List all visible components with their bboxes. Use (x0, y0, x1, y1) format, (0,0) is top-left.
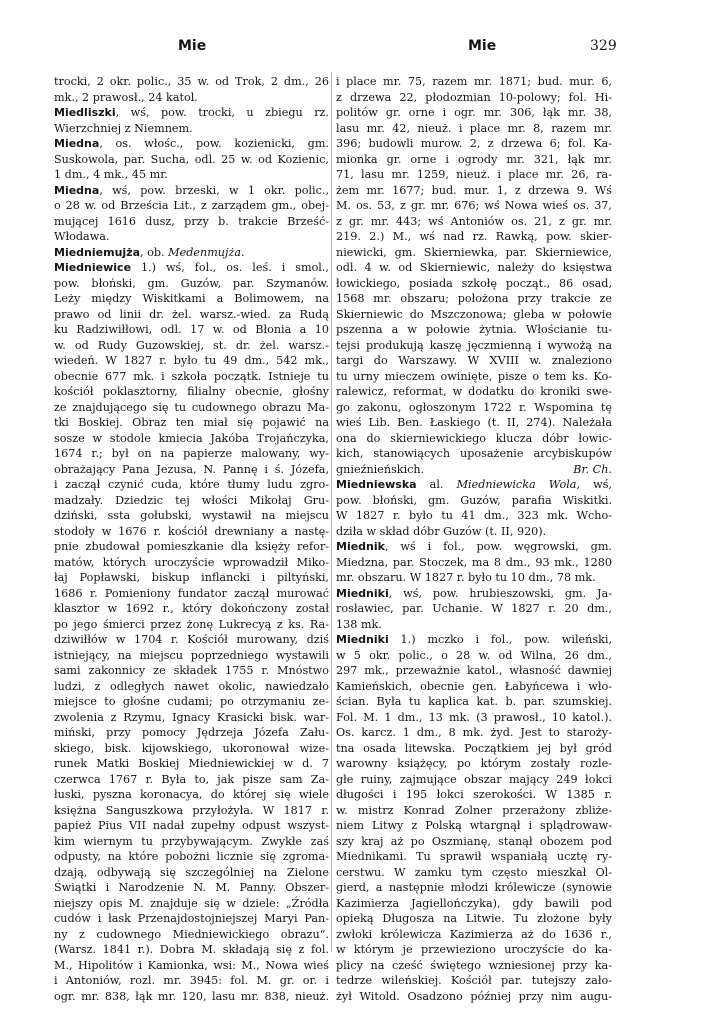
text-line (336, 570, 612, 586)
line-text: (Warsz. 1841 r.). Dobra M. składają się z fol. (54, 943, 329, 956)
line-text: ze znajdującego się tu cudownego obrazu Ma- (54, 400, 329, 414)
line-text: w. mistrz Konrad Zolner przerażony zbliże- (336, 803, 612, 817)
line-text: z drzewa 22, płodozmian 10-polowy; fol. Hi- (336, 90, 612, 104)
entry-headword: Miedniemujża (54, 245, 141, 259)
text-line (54, 276, 329, 292)
line-text: niem Litwy z Polską wtargnął i splądrowaw- (336, 819, 612, 832)
line-text: , wś, pow. brzeski, w 1 okr. polic., (99, 183, 329, 197)
line-text: mującej 1616 dusz, przy b. trakcie Brześć- (54, 214, 329, 228)
line-text: pow. błoński, gm. Guzów, par. Szymanów. (54, 276, 329, 290)
text-line (54, 462, 329, 478)
text-line (336, 787, 612, 803)
line-text: Miednikami. Tu sprawił wspaniałą ucztę ry- (336, 850, 612, 863)
line-text: trocki, 2 okr. polic., 35 w. od Trok, 2 dm., 26 (54, 75, 329, 88)
text-line (54, 756, 329, 772)
line-text: ludzi, z odległych nawet okolic, nawiedzało (54, 679, 329, 693)
line-text: lasu mr. 42, nieuż. i place mr. 8, razem mr. (336, 121, 612, 135)
line-text: Kazimierza Jagiellończyka), gdy bawili pod (336, 896, 612, 910)
line-text: opieką Długosza na Litwie. Tu złożone były (336, 912, 612, 925)
line-text: tna osada litewska. Początkiem jej był gród (336, 741, 612, 755)
entry-headword: Miedniewska (336, 478, 417, 491)
text-line (336, 710, 612, 726)
text-line (54, 865, 329, 881)
line-text: W 1827 r. było tu 41 dm., 323 mk. Wcho- (336, 509, 612, 522)
text-line (54, 384, 329, 400)
text-line (54, 818, 329, 834)
text-line (336, 865, 612, 881)
text-line (336, 896, 612, 912)
line-text: kościół poklasztorny, filialny obecnie, głośny (54, 385, 329, 398)
page-number: 329 (590, 38, 617, 54)
line-text: głe ruiny, zajmujące obszar mający 249 łokci (336, 772, 612, 786)
line-text: kich, stanowiących uposażenie arcybiskupów (336, 447, 612, 460)
line-text: sosze w stodole kmiecia Jakóba Trojańczyka, (54, 431, 329, 445)
text-line (54, 617, 329, 633)
text-line (54, 493, 329, 509)
line-text: papież Pius VII nadał zupełny odpust wszyst- (54, 819, 329, 832)
text-line (336, 803, 612, 819)
text-line (336, 198, 612, 214)
text-line (336, 462, 612, 478)
text-line (54, 741, 329, 757)
line-text: Leży między Wiskitkami a Bolimowem, na (54, 292, 329, 305)
line-text: ścian. Była tu kaplica kat. b. par. szumskiej. (336, 695, 612, 708)
line-text: targi do Warszawy. W XVIII w. znaleziono (336, 354, 612, 367)
line-text: pszenna a w połowie żytnia. Włościanie tu- (336, 323, 612, 336)
text-line (336, 927, 612, 943)
text-line (54, 942, 329, 958)
line-text: miński, przy pomocy Jędrzeja Józefa Zału- (54, 726, 329, 739)
text-line (336, 679, 612, 695)
line-text: i place mr. 75, razem mr. 1871; bud. mur. 6, (336, 75, 612, 88)
line-text: Suskowola, par. Sucha, odl. 25 w. od Kozienic, (54, 152, 329, 166)
line-text: kim wiernym tu przybywającym. Zwykłe zaś (54, 834, 329, 848)
text-line (336, 725, 612, 741)
text-line (54, 353, 329, 369)
text-line (336, 586, 612, 602)
entry-headword: Miedniki (336, 633, 389, 646)
line-text: niewicki, gm. Skierniewka, par. Skierniewice, (336, 245, 612, 259)
text-line (54, 431, 329, 447)
text-line (54, 989, 329, 1005)
line-text: , os. włośc., pow. kozienicki, gm. (99, 137, 329, 150)
text-line (336, 911, 612, 927)
line-text: łowickiego, posiada szkołę począt., 86 osad, (336, 276, 612, 290)
text-line (54, 183, 329, 199)
line-text: zwłoki królewicza Kazimierza aż do 1636 r., (336, 927, 612, 941)
text-line (54, 973, 329, 989)
text-line (54, 229, 329, 245)
line-text: politów gr. orne i ogr. mr. 306, łąk mr. 38, (336, 106, 612, 119)
line-text: obecnie 677 mk. i szkoła początk. Istnieje tu (54, 369, 329, 383)
line-text: księżna Sanguszkowa przyłożyła. W 1817 r. (54, 803, 329, 817)
line-text: ny z cudownego Miedniewickiego obrazu“. (54, 927, 329, 941)
text-line (336, 989, 612, 1005)
text-line (336, 400, 612, 416)
line-text: dzają, odbywają się szczególniej na Zielone (54, 865, 329, 879)
text-line (54, 803, 329, 819)
entry-headword: Miedliszki (54, 106, 116, 119)
line-text: pow. błoński, gm. Guzów, parafia Wiskitki. (336, 493, 612, 507)
text-line (336, 942, 612, 958)
line-text: madzały. Dziedzic tej włości Mikołaj Gru- (54, 493, 329, 507)
line-text: gnieźnieńskich. (336, 462, 425, 476)
text-line (336, 369, 612, 385)
italic-text: Miedniewicka Wola (456, 478, 577, 491)
line-text: po jego śmierci przez żonę Lukrecyą z ks. Ra- (54, 617, 329, 631)
line-text: w którym je przewieziono uroczyście do ka- (336, 943, 612, 956)
line-text: 396; budowli murow. 2, z drzewa 6; fol. Ka- (336, 137, 612, 150)
text-line (54, 477, 329, 493)
text-line (336, 648, 612, 664)
line-text: w. od Rudy Guzowskiej, st. dr. żel. warsz.- (54, 338, 329, 352)
text-line (54, 539, 329, 555)
line-text: w 5 okr. polic., o 28 w. od Wilna, 26 dm., (336, 648, 612, 662)
text-line (336, 632, 612, 648)
line-text: Miedzna, par. Stoczek, ma 8 dm., 93 mk., 1280 (336, 555, 612, 569)
line-text: 1.) mczko i fol., pow. wileński, (388, 633, 612, 646)
line-text: tejsi produkują kaszę jęczmienną i wywożą na (336, 338, 612, 352)
line-text: , wś, (576, 478, 612, 491)
entry-headword: Miedna (54, 137, 100, 150)
text-line (336, 338, 612, 354)
text-line (54, 896, 329, 912)
text-line (336, 384, 612, 400)
line-text: Świątki i Narodzenie N. M. Panny. Obszer- (54, 881, 329, 894)
line-text: szy kraj aż po Oszmianę, stanął obozem pod (336, 834, 612, 848)
text-line (336, 617, 612, 633)
text-line (336, 772, 612, 788)
text-line (54, 927, 329, 943)
text-line (54, 586, 329, 602)
line-text: wieś Lib. Ben. Łaskiego (t. II, 274). Należała (336, 416, 612, 429)
line-text: 71, lasu mr. 1259, nieuż. i place mr. 26, ra- (336, 168, 612, 181)
text-line (54, 555, 329, 571)
line-text: o 28 w. od Brześcia Lit., z zarządem gm., obej- (54, 199, 329, 212)
line-text: Włodawa. (54, 230, 110, 243)
line-text: warowny książęcy, po którym zostały rozle- (336, 757, 612, 770)
text-line (54, 508, 329, 524)
text-line (336, 152, 612, 168)
text-line (54, 245, 329, 261)
line-text: 1686 r. Pomieniony fundator zaczął murować (54, 586, 329, 600)
text-line (336, 663, 612, 679)
text-line (336, 415, 612, 431)
text-line (336, 136, 612, 152)
line-text: 1.) wś, fol., os. leś. i smol., (131, 261, 329, 274)
line-text: , ob. (140, 245, 169, 259)
entry-headword: Miedniki (336, 586, 389, 600)
text-line (336, 477, 612, 493)
text-line (54, 291, 329, 307)
line-text: 1674 r.; był on na papierze malowany, wy- (54, 447, 329, 460)
line-text: czerwca 1767 r. Była to, jak pisze sam Za- (54, 772, 329, 786)
text-line (336, 818, 612, 834)
line-text: dziwiłłów w 1704 r. Kościół murowany, dziś (54, 633, 329, 646)
text-line (336, 524, 612, 540)
text-line (336, 214, 612, 230)
text-line (54, 694, 329, 710)
text-line (54, 787, 329, 803)
entry-headword: Miedna (54, 183, 100, 197)
line-text: Skierniewic do Mszczonowa; gleba w połowie (336, 307, 612, 321)
line-text: niejszy opis M. znajduje się w dziele: „Źródła (54, 896, 329, 910)
line-text: zwolenia z Rzymu, Ignacy Krasicki bisk. war- (54, 710, 329, 724)
text-line (336, 260, 612, 276)
line-text: obrażający Pana Jezusa, N. Pannę i ś. Józefa, (54, 462, 329, 476)
text-line (336, 539, 612, 555)
text-line (54, 198, 329, 214)
text-line (54, 90, 329, 106)
text-line (54, 601, 329, 617)
line-text: ralewicz, reformat, w dodatku do kroniki swe- (336, 385, 612, 398)
line-text: skiego, bisk. kijowskiego, ukoronował wize- (54, 741, 329, 755)
line-text: łuski, pyszna koronacya, do której się wiele (54, 788, 329, 801)
text-line (54, 105, 329, 121)
line-text: mr. obszaru. W 1827 r. było tu 10 dm., 78 mk. (336, 571, 596, 584)
line-text: rosławiec, par. Uchanie. W 1827 r. 20 dm., (336, 602, 612, 615)
line-text: ogr. mr. 838, łąk mr. 120, lasu mr. 838, nieuż. (54, 989, 329, 1003)
line-text: , wś, pow. hrubieszowski, gm. Ja- (388, 586, 612, 600)
text-line (54, 632, 329, 648)
line-text: cerstwu. W zamku tym często mieszkał Ol- (336, 865, 612, 879)
line-text: tki Boskiej. Obraz ten miał się pojawić na (54, 416, 329, 429)
line-text: gierd, a następnie młodzi królewicze (synowie (336, 881, 612, 894)
line-text: plicy na cześć świętego wzniesionej przy ka- (336, 958, 612, 972)
text-line (54, 849, 329, 865)
line-text: , wś, pow. trocki, u zbiegu rz. (115, 106, 329, 119)
line-text: łaj Popławski, biskup inflancki i piltyński, (54, 571, 329, 584)
line-text: mionka gr. orne i ogrody mr. 321, łąk mr. (336, 152, 612, 166)
line-text: Fol. M. 1 dm., 13 mk. (3 prawosł., 10 katol.). (336, 710, 612, 724)
text-line (336, 105, 612, 121)
text-line (336, 508, 612, 524)
text-line (54, 214, 329, 230)
line-text: istniejący, na miejscu poprzedniego wystawili (54, 648, 329, 662)
line-text: cudów i łask Przenajdostojniejszej Maryi Pan- (54, 912, 329, 925)
text-line (54, 446, 329, 462)
line-text: wiedeń. W 1827 r. było tu 49 dm., 542 mk., (54, 354, 329, 367)
line-text: sami zakonnicy ze składek 1755 r. Mnóstwo (54, 664, 329, 677)
text-line (336, 183, 612, 199)
text-line (54, 958, 329, 974)
line-text: klasztor w 1692 r., który dokończony został (54, 602, 329, 615)
line-text: 219. 2.) M., wś nad rz. Rawką, pow. skier- (336, 230, 612, 243)
text-line (336, 973, 612, 989)
line-text: mk., 2 prawosł., 24 katol. (54, 90, 198, 104)
running-head-center: Mie (468, 38, 497, 54)
italic-text: Medenmujża. (168, 245, 245, 259)
line-text: tu urny mieczem owinięte, pisze o tem ks. Ko- (336, 369, 612, 383)
line-text: Wierzchniej z Niemnem. (54, 121, 193, 135)
text-line (336, 90, 612, 106)
text-line (54, 524, 329, 540)
text-line (54, 74, 329, 90)
entry-headword: Miedniewice (54, 261, 132, 274)
text-line (54, 400, 329, 416)
text-line (54, 880, 329, 896)
text-line (54, 322, 329, 338)
running-head-left: Mie (178, 38, 207, 54)
text-line (54, 415, 329, 431)
line-text: 138 mk. (336, 617, 382, 631)
line-text: 297 mk., przeważnie katol., własność dawniej (336, 664, 612, 677)
line-text: z gr. mr. 443; wś Antoniów os. 21, z gr. mr. (336, 214, 612, 228)
text-line (54, 369, 329, 385)
text-line (336, 167, 612, 183)
text-line (54, 663, 329, 679)
line-text: długości i 195 łokci szerokości. W 1385 r. (336, 788, 612, 801)
text-line (54, 911, 329, 927)
line-text: , wś i fol., pow. węgrowski, gm. (384, 540, 612, 553)
text-line (336, 958, 612, 974)
text-line (336, 849, 612, 865)
line-text: M., Hipolitów i Kamionka, wsi: M., Nowa wieś (54, 958, 329, 972)
line-text: dziński, sstа gołubski, wystawił na miejscu (54, 509, 329, 522)
text-line (54, 772, 329, 788)
line-text: 1 dm., 4 mk., 45 mr. (54, 168, 168, 181)
text-line (336, 555, 612, 571)
text-line (336, 694, 612, 710)
line-text: odpusty, na które pobożni licznie się zgroma- (54, 850, 329, 863)
line-text: 1568 mr. obszaru; położona przy trakcie ze (336, 292, 612, 305)
line-text: stodoły w 1676 r. kościół drewniany a nastę- (54, 524, 329, 538)
line-text: runek Matki Boskiej Miedniewickiej w d. 7 (54, 757, 329, 770)
left-column (54, 74, 329, 1004)
line-text: miejsce to głośne cudami; po otrzymaniu ze- (54, 695, 329, 708)
text-line (54, 648, 329, 664)
text-line (54, 167, 329, 183)
text-line (336, 834, 612, 850)
text-line (54, 338, 329, 354)
text-line (336, 446, 612, 462)
line-text: i zaczął czynić cuda, które tłumy ludu zgro- (54, 478, 329, 491)
text-line (54, 307, 329, 323)
text-line (54, 725, 329, 741)
line-text: Kamieńskich, obecnie gen. Łabyńcewa i wło- (336, 679, 612, 693)
text-line (54, 834, 329, 850)
text-line (54, 710, 329, 726)
text-line (336, 353, 612, 369)
text-line (336, 307, 612, 323)
text-line (336, 493, 612, 509)
line-text: odl. 4 w. od Skierniewic, należy do księstwa (336, 261, 612, 274)
text-line (336, 276, 612, 292)
text-line (336, 245, 612, 261)
text-line (54, 679, 329, 695)
text-line (54, 121, 329, 137)
line-text: dziła w skład dóbr Guzów (t. II, 920). (336, 524, 547, 538)
text-line (336, 756, 612, 772)
line-text: i Antoniów, rozl. mr. 3945: fol. M. gr. or. i (54, 974, 329, 987)
line-text: ku Radziwiłłowi, odl. 17 w. od Błonia a 10 (54, 323, 329, 336)
entry-headword: Miednik (336, 540, 385, 553)
line-text: tedrze wileńskiej. Kościół par. tutejszy zało- (336, 974, 612, 987)
text-line (336, 291, 612, 307)
right-column (336, 74, 612, 1004)
line-text: żem mr. 1677; bud. mur. 1, z drzewa 9. Wś (336, 183, 612, 197)
line-text: al. (416, 478, 457, 491)
text-line (336, 322, 612, 338)
text-line (336, 880, 612, 896)
text-line (336, 741, 612, 757)
line-text: pnie zbudował pomieszkanie dla księży refor- (54, 540, 329, 553)
line-text: ona do skierniewickiego klucza dóbr łowic- (336, 431, 612, 445)
text-line (54, 136, 329, 152)
author-signature: Br. Ch. (573, 462, 612, 476)
line-text: M. os. 53, z gr. mr. 676; wś Nowa wieś os. 37, (336, 199, 612, 212)
text-line (336, 431, 612, 447)
text-line (336, 601, 612, 617)
text-line (336, 229, 612, 245)
text-line (54, 260, 329, 276)
text-line (54, 570, 329, 586)
line-text: Os. karcz. 1 dm., 8 mk. żyd. Jest to starożу- (336, 726, 612, 739)
text-line (336, 74, 612, 90)
column-divider (331, 72, 332, 952)
line-text: prawo od linii dr. żel. warsz.-wied. za Rudą (54, 307, 329, 321)
text-line (336, 121, 612, 137)
line-text: go zakonu, ogłoszonym 1722 r. Wspomina tę (336, 400, 612, 414)
line-text: żył Witold. Osadzono później przy nim augu- (336, 989, 612, 1003)
line-text: matów, których uroczyście wprowadził Miko- (54, 555, 329, 569)
text-line (54, 152, 329, 168)
